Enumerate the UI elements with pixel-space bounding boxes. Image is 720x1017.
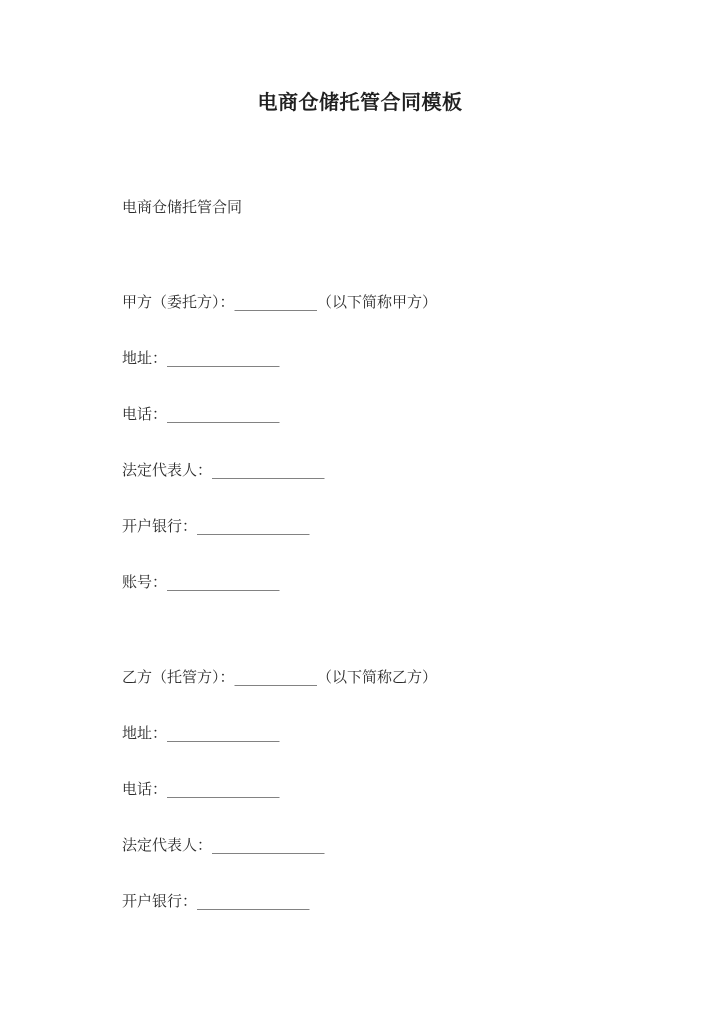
party-b-heading: 乙方（托管方）：___________（以下简称乙方） bbox=[122, 668, 438, 686]
contract-subtitle: 电商仓储托管合同 bbox=[122, 198, 243, 216]
party-b-bank: 开户银行：_______________ bbox=[122, 892, 310, 910]
party-a-legal-rep: 法定代表人：_______________ bbox=[122, 461, 325, 479]
party-a-address: 地址：_______________ bbox=[122, 349, 280, 367]
party-b-address: 地址：_______________ bbox=[122, 724, 280, 742]
party-a-bank: 开户银行：_______________ bbox=[122, 517, 310, 535]
document-title: 电商仓储托管合同模板 bbox=[257, 90, 463, 114]
party-b-phone: 电话：_______________ bbox=[122, 780, 280, 798]
party-a-account: 账号：_______________ bbox=[122, 573, 280, 591]
party-b-legal-rep: 法定代表人：_______________ bbox=[122, 836, 325, 854]
party-a-phone: 电话：_______________ bbox=[122, 405, 280, 423]
party-a-heading: 甲方（委托方）：___________（以下简称甲方） bbox=[122, 293, 438, 311]
